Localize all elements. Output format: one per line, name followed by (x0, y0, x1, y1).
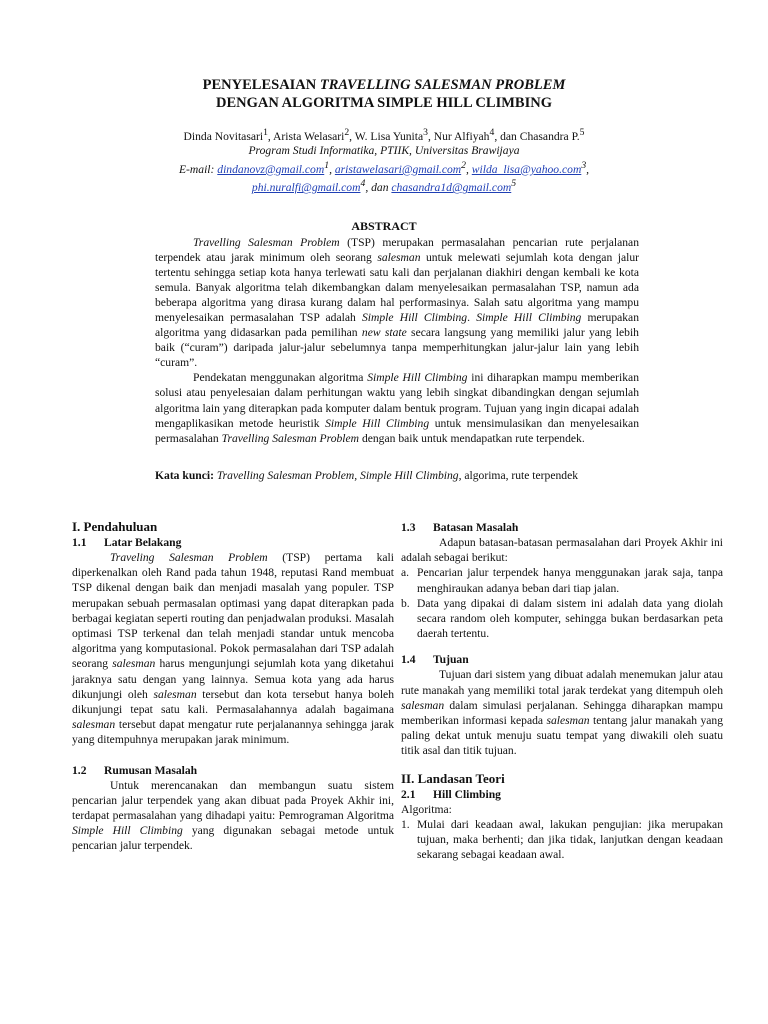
title-line-2: DENGAN ALGORITMA SIMPLE HILL CLIMBING (216, 95, 552, 111)
affiliation: Program Studi Informatika, PTIIK, Universitas Brawijaya (248, 144, 520, 158)
list-item (401, 565, 723, 595)
subsection-number: 2.1 (401, 787, 416, 801)
email-link-3[interactable]: wilda_lisa@yahoo.com (471, 162, 582, 176)
subsection-title: Rumusan Masalah (104, 763, 198, 777)
text-run: untuk mensimulasikan dan menyelesaikan permasalahan (155, 416, 639, 445)
email-link-5[interactable]: chasandra1d@gmail.com (391, 181, 512, 195)
title-italic: TRAVELLING SALESMAN PROBLEM (319, 77, 566, 93)
text-run: . (467, 311, 477, 325)
text-run: (TSP) pertama kali diperkenalkan oleh Rand pada tahun 1948, reputasi Rand membuat TSP dikenal dengan baik dan menjadi masalah yang populer. TSP merupakan sebuah permasalan optimasi yang dapat diterapkan pada berbagai kegiatan seperti routing dan penjadwalan produksi. Masalah optimasi TSP terkenal dan telah menjadi standar untuk mencoba algoritma yang komputasional. Pokok permasalahan dari TSP adalah seorang (72, 551, 394, 671)
text-run: yang digunakan sebagai metode untuk pencarian jalur terpendek. (72, 824, 395, 853)
subsection-number: 1.2 (72, 763, 87, 777)
italic-run: salesman (153, 687, 197, 701)
email-and: , dan (365, 181, 392, 195)
subsection-1-1-heading (72, 535, 394, 550)
title-prefix: PENYELESAIAN (202, 77, 320, 93)
section-2-heading: II. Landasan Teori (401, 770, 505, 786)
italic-run: Simple Hill Climbing (361, 311, 468, 325)
subsection-1-2-heading (72, 763, 394, 778)
italic-run: Simple Hill Climbing (367, 371, 468, 385)
subsection-title: Latar Belakang (104, 536, 182, 549)
email-line-2 (0, 177, 768, 195)
email-sup-4: 4 (360, 178, 366, 190)
keywords-label: Kata kunci: (155, 469, 217, 482)
list-text: Mulai dari keadaan awal, lakukan pengujian: jika merupakan tujuan, maka berhenti; dan jika tidak, lanjutkan dengan keadaan sekarang sebagai keadaan awal. (417, 817, 723, 862)
subsection-2-1-heading (401, 787, 723, 802)
italic-run: Travelling Salesman Problem (221, 431, 360, 445)
author-5-sup: 5 (579, 127, 585, 138)
list-marker: a. (401, 566, 410, 580)
keywords (155, 468, 639, 483)
email-sup-5: 5 (511, 178, 517, 190)
text-run: harus mengunjungi sejumlah kota yang diketahui jaraknya satu dengan yang lainnya. Semua kota yang ada harus dikunjungi oleh (72, 657, 394, 701)
subsection-1-4-text (401, 667, 723, 758)
text-run: tentang jalur manakah yang paling dekat untuk menuju suatu tempat yang diwakili oleh suatu titik asal dan titik tujuan. (401, 714, 723, 758)
left-column (72, 518, 394, 854)
author-4: , Nur Alfiyah (427, 129, 490, 143)
italic-run: salesman (377, 251, 421, 265)
italic-run: new state (361, 326, 407, 340)
abstract-paragraph-2 (155, 370, 639, 445)
italic-run: Simple Hill Climbing (72, 824, 183, 838)
italic-run: salesman (112, 657, 156, 671)
email-sup-1: 1 (324, 159, 330, 171)
keywords-italic: Travelling Salesman Problem, Simple Hill Climbing, (216, 469, 462, 482)
subsection-title: Tujuan (433, 653, 469, 667)
subsection-number: 1.1 (72, 536, 87, 549)
subsection-title: Hill Climbing (433, 787, 501, 801)
email-sup-2: 2 (461, 159, 466, 171)
text-run: untuk melewati sejumlah kota dengan jalur tertentu sehingga setiap kota hanya terlewati satu kali dan perjalanan diakhiri dengan kembali ke kota semula. Banyak algoritma telah dikembangkan dalam menyelesaikan permasalahan TSP, namun ada beberapa algoritma yang dirasa kurang dalam hal performasinya. Salah satu algoritma yang mampu menyelesaikan permasalahan TSP adalah (155, 251, 639, 325)
subsection-1-3-intro: Adapun batasan-batasan permasalahan dari Proyek Akhir ini adalah sebagai berikut: (401, 536, 723, 565)
right-column (401, 520, 723, 862)
text-run: Untuk merencanakan dan membangun suatu sistem pencarian jalur terpendek yang akan dibuat pada Proyek Akhir ini, terdapat permasalahan yang dihadapi yaitu: Pemrograman Algoritma (72, 778, 394, 823)
list-text: Pencarian jalur terpendek hanya menggunakan jarak saja, tanpa menghiraukan adanya beban dari tiap jalan. (417, 566, 723, 595)
list-item (401, 596, 723, 642)
title-line-1 (0, 76, 768, 94)
email-label: E-mail: (178, 162, 218, 176)
author-list (0, 126, 768, 144)
author-3: , W. Lisa Yunita (349, 129, 424, 143)
subsection-number: 1.4 (401, 653, 416, 667)
subsection-title: Batasan Masalah (433, 521, 519, 534)
author-1: Dinda Novitasari (183, 129, 264, 143)
list-marker: 1. (401, 817, 410, 831)
text-run: (TSP) merupakan permasalahan pencarian rute perjalanan terpendek atau jarak minimum oleh seorang (155, 236, 639, 265)
author-4-sup: 4 (489, 127, 495, 138)
abstract-paragraph-1 (155, 235, 639, 370)
keywords-rest: algorima, rute terpendek (461, 469, 579, 482)
abstract-heading: ABSTRACT (351, 219, 417, 233)
section-1-heading: I. Pendahuluan (72, 519, 158, 534)
italic-run: salesman (401, 698, 445, 712)
subsection-number: 1.3 (401, 521, 416, 534)
subsection-1-2-text (72, 778, 394, 854)
italic-run: Simple Hill Climbing (325, 416, 430, 430)
subsection-1-4-heading (401, 652, 723, 667)
email-link-1[interactable]: dindanovz@gmail.com (217, 162, 325, 176)
text-run: dalam simulasi perjalanan. Sehingga diharapkan mampu memberikan informasi kepada (401, 698, 723, 728)
italic-run: salesman (546, 714, 590, 728)
text-run: Tujuan dari sistem yang dibuat adalah menemukan jalur atau rute manakah yang memiliki total jarak terdekat yang ditempuh oleh (401, 668, 723, 697)
subsection-1-3-heading (401, 520, 723, 535)
text-run: ini diharapkan mampu memberikan solusi atau penyelesaian dalam perhitungan waktu yang lebih singkat dibandingkan dengan sejumlah algoritma lain yang diterapkan pada komputer dalam bentuk program. Tujuan yang ingin dicapai adalah mengaplikasikan metode heuristik (155, 371, 640, 430)
author-3-sup: 3 (423, 127, 428, 138)
list-text: Data yang dipakai di dalam sistem ini adalah data yang diolah secara random oleh komputer, sehingga bukan berdasarkan peta daerah tertentu. (417, 596, 723, 641)
author-5: , dan Chasandra P. (494, 129, 580, 143)
author-1-sup: 1 (263, 127, 268, 138)
author-2-sup: 2 (344, 127, 350, 138)
italic-run: Travelling Salesman Problem (193, 236, 340, 249)
text-run: tersebut dan kota tersebut hanya boleh dikunjungi tepat satu kali. Permasalahannya adalah bagaimana (72, 687, 395, 717)
italic-run: salesman (72, 718, 116, 732)
email-line-1: E-mail: dindanovz@gmail.com$^1$, aristawelasari@gmail.com$^2$, wilda_lisa@yahoo.com$^3$, (178, 159, 590, 176)
email-link-2[interactable]: aristawelasari@gmail.com (334, 162, 462, 176)
email-link-4[interactable]: phi.nuralfi@gmail.com (251, 181, 361, 195)
text-run: merupakan algoritma yang didasarkan pada pemilihan (155, 311, 640, 340)
algorithm-label: Algoritma: (401, 802, 452, 816)
italic-run: Simple Hill Climbing (476, 311, 582, 325)
text-run: tersebut dapat mengatur rute perjalanannya sehingga jarak yang ditempuhnya merupakan jarak minimum. (72, 718, 394, 747)
text-run: Pendekatan menggunakan algoritma (193, 371, 368, 385)
italic-run: Traveling Salesman Problem (110, 551, 268, 564)
subsection-1-1-text (72, 550, 394, 748)
list-marker: b. (401, 596, 410, 610)
author-block (0, 126, 768, 196)
list-item (401, 817, 723, 863)
email-sup-3: 3 (581, 159, 587, 171)
text-run: secara langsung yang memiliki jalur yang lebih baik (“curam”) daripada jalur-jalur sebelumnya tanpa memperhitungkan jalur-jalur lain yang lebih “curam”. (155, 326, 639, 370)
author-2: , Arista Welasari (267, 129, 345, 143)
abstract-body (155, 235, 639, 446)
text-run: dengan baik untuk mendapatkan rute terpendek. (359, 431, 585, 445)
paper-title (0, 76, 768, 112)
